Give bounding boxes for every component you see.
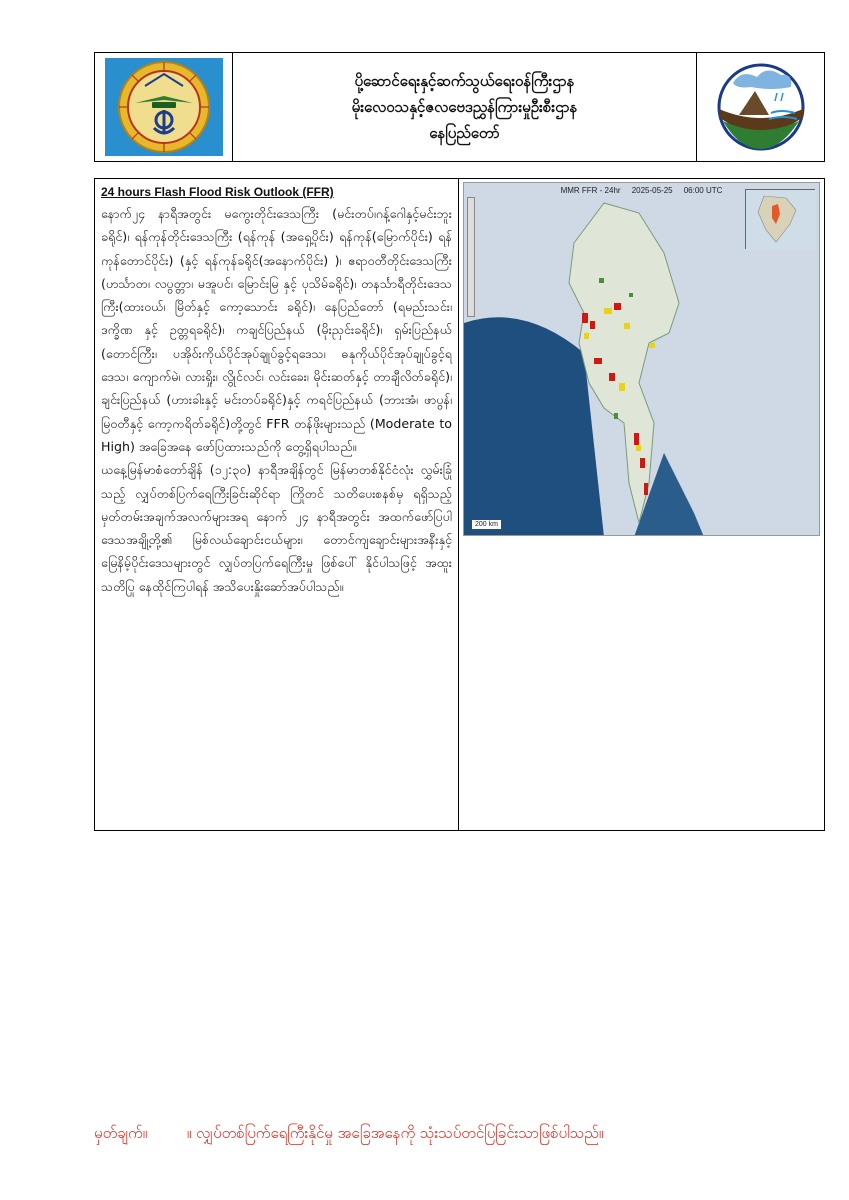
map-caption-name: MMR FFR - 24hr	[560, 186, 621, 195]
ffr-map	[463, 182, 820, 536]
department-name: မိုးလေဝသနှင့်ဇလဗေဒညွှန်ကြားမှုဦးစီးဌာန	[351, 98, 578, 116]
ministry-name: ပို့ဆောင်ရေးနှင့်ဆက်သွယ်ရေးဝန်ကြီးဌာန	[354, 72, 575, 90]
header-table	[94, 52, 825, 162]
footer-note	[94, 1124, 603, 1146]
overview-inset-map	[745, 189, 815, 249]
bulletin-title: 24 hours Flash Flood Risk Outlook (FFR)	[101, 185, 334, 199]
hydrology-logo-icon	[711, 57, 811, 157]
advisory-paragraph: ယနေ့မြန်မာစံတော်ချိန် (၁၂:၃၀) နာရီအချိန်တွင် မြန်မာတစ်နိုင်ငံလုံး လွှမ်းခြုံသည့် လျှပ်တစ်ပြက်ရေကြီးခြင်းဆိုင်ရာ ကြိုတင် သတိပေးစနစ်မှ ရရှိသည့် မှတ်တမ်းအချက်အလက်များအရ နောက် ၂၄ နာရီအတွင်း အထက်ဖော်ပြပါ ဒေသအချို့တို့၏ မြစ်လယ်ချောင်းငယ်များ၊ တောင်ကျချောင်းများအနီးနှင့် မြေနိမ့်ပိုင်းဒေသများတွင် လျှပ်တပြက်ရေကြီးမှု ဖြစ်ပေါ် နိုင်ပါသဖြင့် အထူးသတိပြု နေထိုင်ကြပါရန် အသိပေးနှိုးဆော်အပ်ပါသည်။	[101, 462, 452, 594]
map-caption	[464, 186, 819, 195]
map-scale-bar: 200 km	[472, 520, 501, 529]
footer-label: မှတ်ချက်။	[94, 1124, 148, 1142]
city-name: နေပြည်တော်	[429, 124, 500, 142]
map-cell	[459, 179, 824, 830]
bulletin-text-cell	[95, 179, 459, 830]
bulletin-table	[94, 178, 825, 831]
ministry-emblem-icon	[105, 58, 223, 156]
risk-areas-paragraph: နောက်၂၄ နာရီအတွင်း မကွေးတိုင်းဒေသကြီး (မင်းတပ်၊ဂန့်ဂေါနှင့်မင်းဘူးခရိုင်)၊ ရန်ကုန်တိုင်းဒေသကြီး (ရန်ကုန် (အရှေ့ပိုင်း) ရန်ကုန်(မြောက်ပိုင်း) ရန်ကုန်တောင်ပိုင်း) (နှင့် ရန်ကုန်ခရိုင်(အနောက်ပိုင်း) )၊ ဧရာဝတီတိုင်းဒေသကြီး (ဟင်္သာတ၊ လပွတ္တာ၊ မအူပင်၊ မြောင်းမြ နှင့် ပုသိမ်ခရိုင်)၊ တနင်္သာရီတိုင်းဒေသကြီး(ထားဝယ်၊ မြိတ်နှင့် ကော့သောင်း ခရိုင်)၊ နေပြည်တော် (ရမည်းသင်း၊ ဒက္ခိဏ နှင့် ဥတ္တရခရိုင်)၊ ကချင်ပြည်နယ် (မိုးညှင်းခရိုင်)၊ ရှမ်းပြည်နယ် (တောင်ကြီး၊ ပအိုဝ်းကိုယ်ပိုင်အုပ်ချုပ်ခွင့်ရဒေသ၊ ဓနုကိုယ်ပိုင်အုပ်ချုပ်ခွင့်ရ ဒေသ၊ ကျောက်မဲ၊ လားရှိုး၊ လွိုင်လင်၊ လင်းခေး၊ မိုင်းဆတ်နှင့် တာချီလိတ်ခရိုင်)၊ ချင်းပြည်နယ် (ဟားခါးနှင့် မင်းတပ်ခရိုင်)နှင့် ကရင်ပြည်နယ် (ဘားအံ၊ ဖာပွန်၊ မြဝတီနှင့် ကော့ကရိတ်ခရိုင်)တို့တွင် FFR တန်ဖိုးများသည် (Moderate to High) အခြေအနေ ဖော်ပြထားသည်ကို တွေ့ရှိရပါသည်။	[101, 206, 452, 454]
ministry-title-cell	[233, 53, 697, 161]
map-caption-time: 06:00 UTC	[683, 186, 723, 195]
map-caption-date: 2025-05-25	[631, 186, 673, 195]
zoom-slider[interactable]	[467, 197, 475, 317]
footer-text: ။ လျှပ်တစ်ပြက်ရေကြီးနိုင်မှု အခြေအနေကို သုံးသပ်တင်ပြခြင်းသာဖြစ်ပါသည်။	[186, 1124, 604, 1142]
right-logo-cell	[697, 53, 824, 161]
left-logo-cell	[95, 53, 233, 161]
